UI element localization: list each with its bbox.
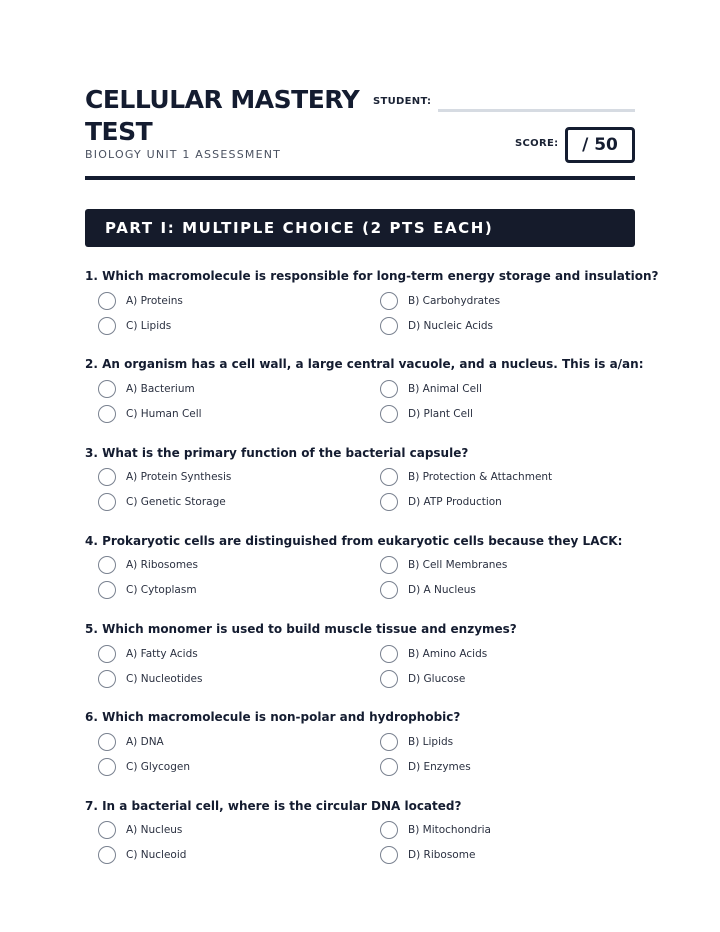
answer-option[interactable] (98, 376, 380, 401)
radio-button[interactable] (380, 292, 398, 310)
question-text: 4. Prokaryotic cells are distinguished from eukaryotic cells because they LACK: (85, 533, 623, 548)
radio-button[interactable] (98, 758, 116, 776)
answer-option-label: A) Proteins (126, 294, 183, 307)
radio-button[interactable] (98, 645, 116, 663)
answer-option[interactable] (380, 465, 648, 490)
answer-option-label: C) Glycogen (126, 760, 191, 773)
answer-option-label: C) Cytoplasm (126, 584, 197, 597)
answer-option[interactable] (98, 490, 380, 515)
answer-option-label: B) Animal Cell (408, 382, 482, 395)
question-text: 2. An organism has a cell wall, a large central vacuole, and a nucleus. This is a/an: (85, 357, 644, 372)
radio-button[interactable] (98, 670, 116, 688)
page-title: CELLULAR MASTERY TEST (85, 85, 360, 146)
answer-options (85, 553, 635, 603)
radio-button[interactable] (380, 645, 398, 663)
radio-button[interactable] (380, 821, 398, 839)
radio-button[interactable] (380, 317, 398, 335)
answer-options (85, 818, 635, 868)
radio-button[interactable] (98, 405, 116, 423)
answer-option-label: A) Nucleus (126, 824, 183, 837)
answer-option-label: A) Protein Synthesis (126, 471, 232, 484)
page-subtitle: BIOLOGY UNIT 1 ASSESSMENT (85, 148, 282, 161)
radio-button[interactable] (98, 292, 116, 310)
header-divider (85, 176, 635, 180)
student-label: STUDENT: (373, 96, 432, 107)
radio-button[interactable] (98, 556, 116, 574)
answer-option[interactable] (98, 666, 380, 691)
question-5 (85, 619, 635, 707)
answer-option-label: C) Nucleoid (126, 849, 187, 862)
answer-option[interactable] (98, 578, 380, 603)
answer-option[interactable] (98, 641, 380, 666)
question-2 (85, 354, 644, 442)
answer-option[interactable] (380, 401, 648, 426)
answer-option-label: A) Bacterium (126, 382, 195, 395)
student-name-field[interactable] (438, 109, 635, 112)
score-box (565, 127, 635, 163)
answer-option[interactable] (380, 376, 648, 401)
answer-option[interactable] (98, 401, 380, 426)
score-value: / 50 (582, 135, 618, 155)
radio-button[interactable] (98, 846, 116, 864)
answer-option[interactable] (380, 490, 648, 515)
question-text: 1. Which macromolecule is responsible for long-term energy storage and insulation? (85, 269, 659, 283)
question-list (85, 266, 659, 884)
answer-option[interactable] (380, 288, 648, 313)
answer-option[interactable] (380, 641, 648, 666)
answer-option[interactable] (380, 666, 648, 691)
question-4 (85, 531, 635, 619)
answer-option-label: D) Nucleic Acids (408, 319, 494, 332)
answer-option-label: A) Fatty Acids (126, 647, 198, 660)
answer-option-label: D) ATP Production (408, 496, 502, 509)
answer-option[interactable] (380, 729, 648, 754)
answer-options (85, 376, 635, 426)
answer-option-label: C) Nucleotides (126, 672, 203, 685)
question-text: 3. What is the primary function of the bacterial capsule? (85, 445, 469, 460)
answer-option[interactable] (380, 578, 648, 603)
radio-button[interactable] (380, 670, 398, 688)
radio-button[interactable] (380, 468, 398, 486)
question-1 (85, 266, 659, 354)
radio-button[interactable] (98, 821, 116, 839)
answer-option-label: A) Ribosomes (126, 559, 198, 572)
radio-button[interactable] (98, 493, 116, 511)
answer-option[interactable] (98, 729, 380, 754)
test-header (85, 84, 635, 180)
answer-options (85, 641, 635, 691)
answer-options (85, 465, 635, 515)
question-text: 5. Which monomer is used to build muscle tissue and enzymes? (85, 622, 517, 637)
radio-button[interactable] (98, 380, 116, 398)
answer-options (85, 288, 635, 338)
answer-option-label: C) Genetic Storage (126, 496, 226, 509)
radio-button[interactable] (380, 846, 398, 864)
answer-option-label: D) Glucose (408, 672, 466, 685)
radio-button[interactable] (98, 581, 116, 599)
radio-button[interactable] (380, 493, 398, 511)
question-text: 7. In a bacterial cell, where is the circular DNA located? (85, 798, 462, 813)
radio-button[interactable] (98, 468, 116, 486)
answer-option[interactable] (98, 754, 380, 779)
answer-option[interactable] (98, 313, 380, 338)
answer-option[interactable] (380, 553, 648, 578)
radio-button[interactable] (380, 758, 398, 776)
answer-option[interactable] (98, 288, 380, 313)
answer-option[interactable] (98, 818, 380, 843)
answer-option[interactable] (380, 313, 648, 338)
answer-option[interactable] (380, 754, 648, 779)
answer-option-label: B) Carbohydrates (408, 294, 501, 307)
radio-button[interactable] (98, 317, 116, 335)
answer-option[interactable] (98, 553, 380, 578)
section-header (85, 209, 635, 247)
radio-button[interactable] (380, 405, 398, 423)
answer-option-label: B) Cell Membranes (408, 559, 508, 572)
answer-option[interactable] (380, 843, 648, 868)
answer-option-label: C) Lipids (126, 319, 172, 332)
radio-button[interactable] (380, 581, 398, 599)
radio-button[interactable] (380, 380, 398, 398)
question-6 (85, 707, 635, 795)
answer-option-label: B) Protection & Attachment (408, 471, 553, 484)
answer-option-label: D) Enzymes (408, 760, 471, 773)
answer-option-label: B) Lipids (408, 735, 454, 748)
radio-button[interactable] (380, 733, 398, 751)
answer-option[interactable] (98, 843, 380, 868)
score-label: SCORE: (515, 138, 559, 149)
question-text: 6. Which macromolecule is non-polar and hydrophobic? (85, 710, 461, 725)
answer-option-label: D) Ribosome (408, 849, 476, 862)
question-7 (85, 796, 635, 884)
answer-option-label: D) Plant Cell (408, 407, 473, 420)
answer-option[interactable] (98, 465, 380, 490)
section-title: PART I: MULTIPLE CHOICE (2 PTS EACH) (105, 219, 494, 237)
answer-options (85, 729, 635, 779)
answer-option-label: B) Amino Acids (408, 647, 488, 660)
radio-button[interactable] (98, 733, 116, 751)
answer-option[interactable] (380, 818, 648, 843)
question-3 (85, 443, 635, 531)
answer-option-label: A) DNA (126, 735, 164, 748)
answer-option-label: B) Mitochondria (408, 824, 491, 837)
answer-option-label: D) A Nucleus (408, 584, 476, 597)
answer-option-label: C) Human Cell (126, 407, 202, 420)
radio-button[interactable] (380, 556, 398, 574)
